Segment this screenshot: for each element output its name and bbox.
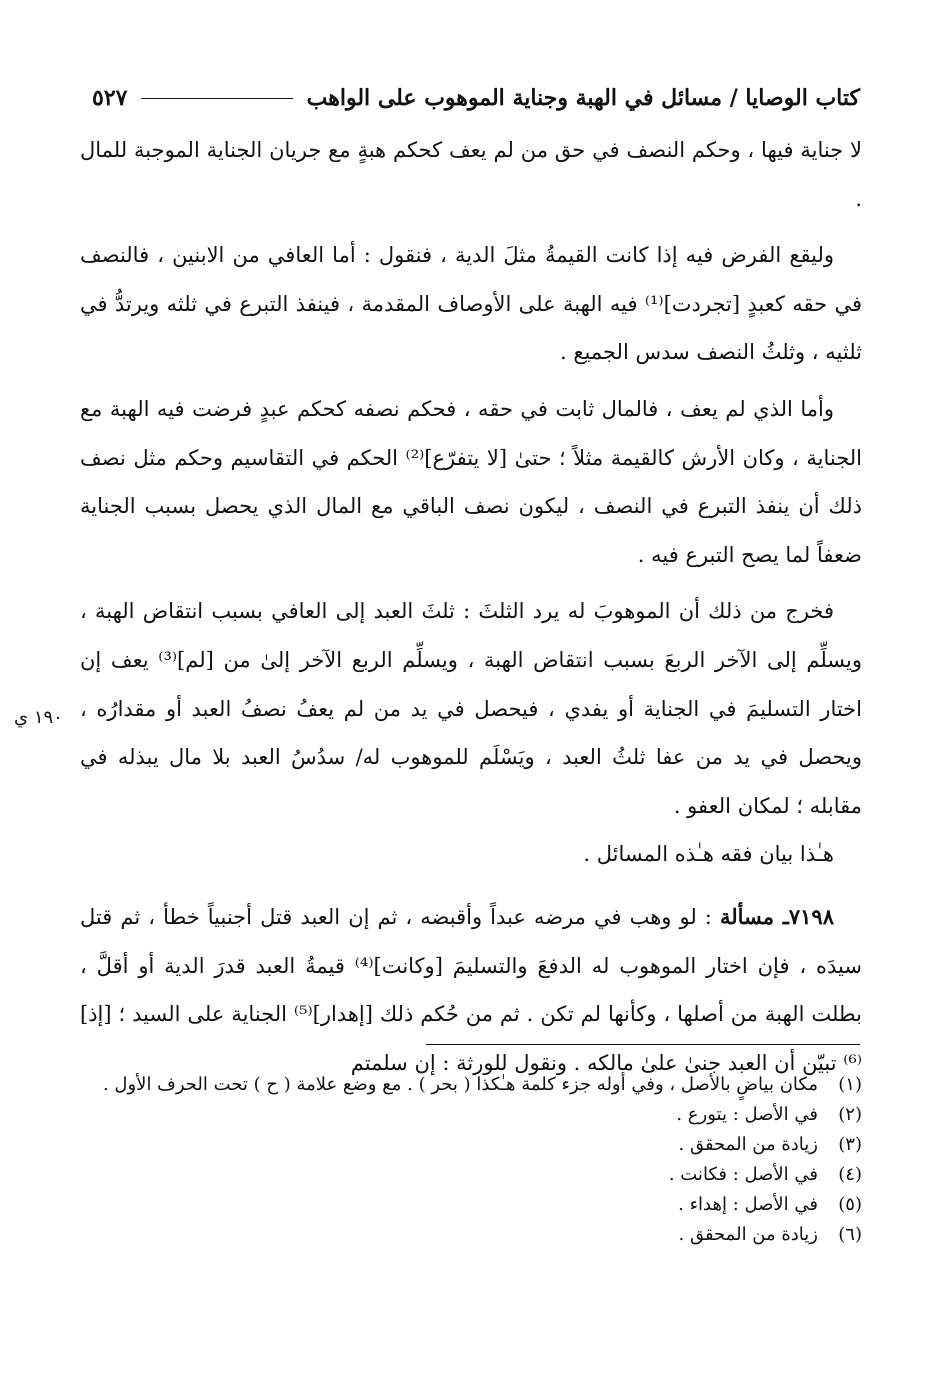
issue-paragraph xyxy=(80,893,862,1087)
paragraph: لا جناية فيها ، وحكم النصف في حق من لم يعف كحكم هبةٍ مع جريان الجناية الموجبة للمال . xyxy=(80,138,862,211)
margin-note: ١٩٠ ي xyxy=(14,707,63,728)
page-number: ٥٢٧ xyxy=(92,85,128,111)
issue-number: ٧١٩٨ـ مسألة xyxy=(719,903,834,929)
footnote-number: (٦) xyxy=(838,1224,862,1245)
main-text xyxy=(80,126,862,1087)
footnote xyxy=(80,1100,862,1130)
footnote-number: (٢) xyxy=(838,1104,862,1125)
issue-text: : لو وهب في مرضه عبداً وأقبضه ، ثم إن العبد قتل أجنبياً خطأ ، ثم قتل سيدَه ، فإن اختار الموهوب له الدفعَ والتسليمَ [وكانت]⁽⁴⁾ قيمةُ العبد قدرَ الدية أو أقلَّ ، بطلت الهبة من أصلها ، وكأنها لم تكن . ثم من حُكم ذلك [إهدار]⁽⁵⁾ الجناية على السيد ؛ [إذ]⁽⁶⁾ تبيّن أن العبد جنىٰ علىٰ مالكه . ونقول للورثة : إن سلمتم xyxy=(80,904,862,1075)
footnote-number: (٥) xyxy=(838,1194,862,1215)
footnote-number: (٤) xyxy=(838,1164,862,1185)
paragraph: هـٰذا بيان فقه هـٰذه المسائل . xyxy=(583,842,834,867)
paragraph: فخرج من ذلك أن الموهوبَ له يرد الثلثَ : ثلثَ العبد إلى العافي بسبب انتقاض الهبة ، ويسلِّم إلى الآخر الربعَ بسبب انتقاض الهبة ، ويسلِّم الربع الآخر إلىٰ من [لم]⁽³⁾ يعف إن اختار التسليمَ في الجناية أو يفدي ، فيحصل في يد من لم يعفُ نصفُ العبد أو مقدارُه ، ويحصل في يد من عفا ثلثُ العبد ، ويَسْلَم للموهوب له/ سدُسُ العبد بلا مال يبذله في مقابله ؛ لمكان العفو . xyxy=(80,599,863,818)
running-header xyxy=(92,78,860,118)
footnote-text: زيادة من المحقق . xyxy=(678,1134,818,1155)
header-rule xyxy=(141,98,292,99)
footnote xyxy=(80,1160,862,1190)
footnote-text: في الأصل : إهداء . xyxy=(678,1194,818,1215)
footnote xyxy=(80,1220,862,1250)
footnote xyxy=(80,1190,862,1220)
footnote-number: (٣) xyxy=(838,1134,862,1155)
footnote-text: في الأصل : فكانت . xyxy=(668,1164,818,1185)
footnote-text: زيادة من المحقق . xyxy=(678,1224,818,1245)
paragraph: وليقع الفرض فيه إذا كانت القيمةُ مثلَ الدية ، فنقول : أما العافي من الابنين ، فالنصف في حقه كعبدٍ [تجردت]⁽¹⁾ فيه الهبة على الأوصاف المقدمة ، فينفذ التبرع في ثلثه ويرتدُّ في ثلثيه ، وثلثُ النصف سدس الجميع . xyxy=(80,243,862,365)
header-title: كتاب الوصايا / مسائل في الهبة وجناية الموهوب على الواهب xyxy=(306,85,860,111)
footnote xyxy=(80,1130,862,1160)
paragraph: وأما الذي لم يعف ، فالمال ثابت في حقه ، فحكم نصفه كحكم عبدٍ فرضت فيه الهبة مع الجناية ، وكان الأرش كالقيمة مثلاً ؛ حتىٰ [لا يتفرّع]⁽²⁾ الحكم في التقاسيم وحكم مثل نصف ذلك أن ينفذ التبرع في النصف ، ليكون نصف الباقي مع المال الذي يحصل بسبب الجناية ضعفاً لما يصح التبرع فيه . xyxy=(80,396,862,567)
footnote-separator xyxy=(426,1044,860,1045)
footnote-text: في الأصل : يتورع . xyxy=(676,1104,818,1125)
footnote-text: مكان بياضٍ بالأصل ، وفي أوله جزء كلمة هـٰكذا ( بحر ) . مع وضع علامة ( ح ) تحت الحرف الأول . xyxy=(102,1074,818,1095)
footnote xyxy=(80,1070,862,1100)
footnote-number: (١) xyxy=(838,1074,862,1095)
footnotes xyxy=(80,1070,862,1250)
